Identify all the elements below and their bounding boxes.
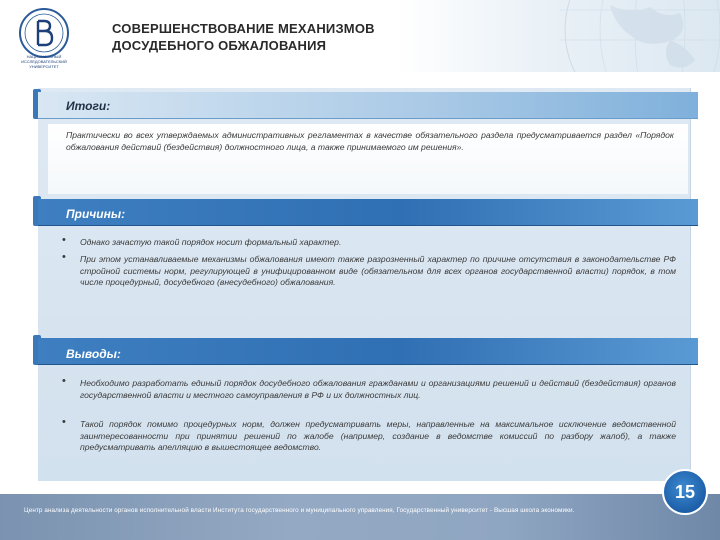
footer-text: Центр анализа деятельности органов исполнительной власти Института государственного и муниципального управления, Государственный университет - Высшая школа экономики. [24, 507, 575, 514]
vyvody-item-1: Необходимо разработать единый порядок досудебного обжалования гражданами и организациями решений и действий (бездействия) органов государственной власти и местного самоуправления в РФ и их должностных лиц. [80, 378, 676, 400]
prichiny-item-1: Однако зачастую такой порядок носит формальный характер. [80, 237, 342, 247]
section-header-itogi [38, 92, 698, 119]
bullet-icon: • [62, 234, 66, 246]
header [0, 0, 720, 72]
itogi-text: Практически во всех утверждаемых административных регламентах в качестве обязательного раздела предусматривается раздел «Порядок обжалования действий (бездействия) должностного лица, а также принимаемого им решения». [66, 130, 674, 152]
bullet-icon: • [62, 251, 66, 263]
prichiny-item-2: При этом устанавливаемые механизмы обжалования имеют также разрозненный характер по причине отсутствия в законодательстве РФ стройной системы норм, регулирующей в унифицированном виде (обязательном для всех органов государственной власти) порядок, в том числе процедурный, досудебного (внесудебного) обжалования. [80, 254, 676, 288]
section-title-prichiny: Причины: [66, 207, 126, 221]
bullet-icon: • [62, 416, 66, 428]
section-header-vyvody [38, 338, 698, 365]
bullet-icon: • [62, 375, 66, 387]
section-title-itogi: Итоги: [66, 99, 111, 113]
page-number-badge: 15 [662, 469, 708, 515]
section-header-prichiny [38, 199, 698, 226]
globe-decoration [460, 0, 720, 72]
title-line-1: СОВЕРШЕНСТВОВАНИЕ МЕХАНИЗМОВ [112, 21, 375, 36]
vyvody-item-2: Такой порядок помимо процедурных норм, должен предусматривать меры, направленные на максимальное исключение ведомственной заинтересованности при принятии решений по жалобе (например, создание в ведомстве комиссий по разбору жалоб), а также предусматривать апелляцию в вышестоящее ведомство. [80, 419, 676, 453]
logo-caption: НАЦИОНАЛЬНЫЙ ИССЛЕДОВАТЕЛЬСКИЙ УНИВЕРСИТЕТ [21, 54, 67, 69]
page-title [112, 20, 375, 54]
section-title-vyvody: Выводы: [66, 347, 121, 361]
footer [0, 494, 720, 540]
title-line-2: ДОСУДЕБНОГО ОБЖАЛОВАНИЯ [112, 38, 327, 53]
